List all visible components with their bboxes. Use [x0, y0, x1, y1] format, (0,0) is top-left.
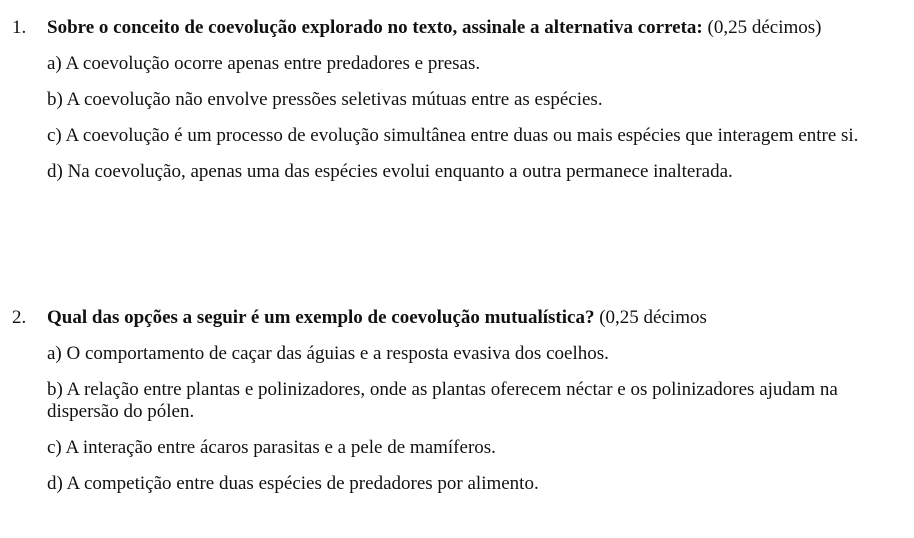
question-2-option-b[interactable]: b) A relação entre plantas e polinizadores, onde as plantas oferecem néctar e os polinizadores ajudam na dispersão do pólen. — [47, 379, 838, 422]
question-2-option-d[interactable]: d) A competição entre duas espécies de predadores por alimento. — [47, 473, 539, 494]
question-2 — [12, 300, 892, 502]
question-1-option-c[interactable]: c) A coevolução é um processo de evolução simultânea entre duas ou mais espécies que interagem entre si. — [47, 125, 859, 146]
question-1 — [12, 10, 892, 190]
question-2-text: Qual das opções a seguir é um exemplo de coevolução mutualística? — [47, 307, 595, 328]
question-1-option-d[interactable]: d) Na coevolução, apenas uma das espécies evolui enquanto a outra permanece inalterada. — [47, 161, 733, 182]
question-2-option-a[interactable]: a) O comportamento de caçar das águias e a resposta evasiva dos coelhos. — [47, 343, 609, 364]
question-2-title — [12, 300, 892, 336]
question-1-option-b[interactable]: b) A coevolução não envolve pressões seletivas mútuas entre as espécies. — [47, 89, 603, 110]
question-2-option-c[interactable]: c) A interação entre ácaros parasitas e a pele de mamíferos. — [47, 437, 496, 458]
question-1-statement — [47, 10, 892, 46]
question-1-number: 1. — [12, 17, 27, 38]
question-2-points: (0,25 décimos — [599, 307, 707, 328]
question-1-option-a[interactable]: a) A coevolução ocorre apenas entre predadores e presas. — [47, 53, 481, 74]
question-2-number: 2. — [12, 307, 27, 328]
question-2-statement — [47, 300, 892, 336]
question-1-points: (0,25 décimos) — [707, 17, 822, 38]
question-1-title — [12, 10, 892, 46]
question-1-text: Sobre o conceito de coevolução explorado no texto, assinale a alternativa correta: — [47, 17, 703, 38]
